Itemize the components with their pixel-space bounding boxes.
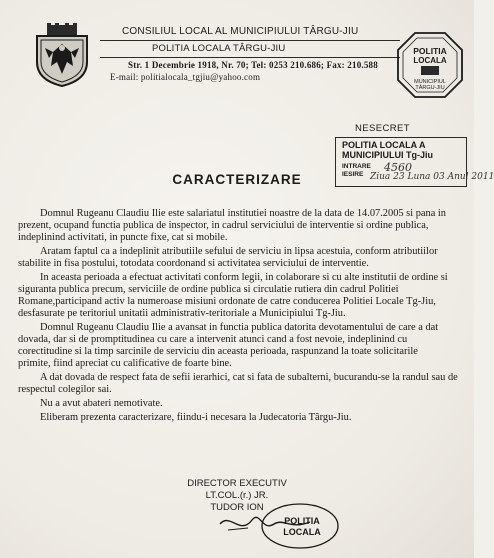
- body-line: prezent, ocupand functia publica de inspector, in cadrul serviciului de interventie si ordine publica,: [18, 220, 429, 231]
- registry-line2: MUNICIPIULUI Tg-Jiu: [342, 150, 433, 160]
- body-line: siguranta publica precum, serviciile de ordine publica si circulatie rutiera din cadrul Politiei: [18, 284, 399, 295]
- body-line: respectul colegilor sai.: [18, 384, 112, 395]
- stamp-top-line1: POLITIA: [413, 46, 447, 56]
- registry-number-handwritten: 4560: [384, 161, 412, 174]
- body-line: Nu a avut abateri nemotivate.: [40, 398, 163, 409]
- classification-label: NESECRET: [355, 123, 410, 134]
- body-line: Domnul Rugeanu Claudiu Ilie a avansat in functia publica datorita devotamentului de care a dat: [40, 322, 439, 333]
- signature-and-stamp: [200, 502, 350, 550]
- body-line: Aratam faptul ca a indeplinit atributiile sefului de serviciu in lipsa acestuia, conform atributiilor: [40, 246, 438, 257]
- registry-line1: POLITIA LOCALA A: [342, 140, 426, 150]
- body-line: corectitudine si la timp sarcinile de serviciu din aceasta perioada, raspunzand la toate solicitarile: [18, 346, 418, 357]
- police-stamp-top: [395, 30, 465, 100]
- body-line: primite, fiind apreciat cu calificative de foarte bine.: [18, 358, 232, 369]
- body-line: desfasurate pe teritoriul unitatii administrativ-teritoriale a Municipiului Tg-Jiu.: [18, 308, 346, 319]
- stamp-top-line3: MUNICIPIUL: [414, 79, 446, 85]
- bottom-stamp-line1: POLITIA: [284, 516, 320, 526]
- body-line: stabilite in fisa postului, totodata coordonand si activitatea serviciului de interventie.: [18, 258, 369, 269]
- registry-intrare-label: INTRARE: [342, 163, 371, 170]
- body-line: In aceasta perioada a efectuat activitati conform legii, in colaborare si cu alte institutii de ordine si: [40, 272, 448, 283]
- document-title: CARACTERIZARE: [172, 172, 302, 187]
- registry-iesire-label: IESIRE: [342, 171, 364, 178]
- body-line: Romane,participand activ la numeroase misiuni ordonate de catre conducerea Politiei Locale Tg-Jiu,: [18, 296, 436, 307]
- body-line: A dat dovada de respect fata de sefii ierarhici, cat si fata de subalterni, bucurandu-se la randul sau de: [40, 372, 458, 383]
- contact-address: Str. 1 Decembrie 1918, Nr. 70; Tel: 0253 210.686; Fax: 210.588: [128, 60, 378, 70]
- stamp-top-line2: LOCALA: [413, 56, 447, 65]
- police-department-name: POLITIA LOCALA TÂRGU-JIU: [152, 43, 286, 54]
- header-rule-top: [100, 40, 400, 41]
- coat-of-arms-logo: [33, 22, 91, 88]
- contact-email: E-mail: politialocala_tgjiu@yahoo.com: [110, 72, 261, 82]
- header-rule-bottom: [100, 57, 400, 58]
- institution-name: CONSILIUL LOCAL AL MUNICIPIULUI TÂRGU-JIU: [122, 26, 359, 37]
- signatory-rank: LT.COL.(r.) JR.: [205, 490, 269, 501]
- body-line: dovada, dar si de promptitudinea cu care a intervenit atunci cand a fost nevoie, indeplinind cu: [18, 334, 408, 345]
- stamp-top-line4: TÂRGU-JIU: [415, 85, 445, 91]
- body-line: Eliberam prezenta caracterizare, fiindu-i necesara la Judecatoria Târgu-Jiu.: [40, 412, 352, 423]
- signatory-name: TUDOR ION: [210, 502, 264, 513]
- body-line: indeplinind activitati, in puncte fixe, cat si mobile.: [18, 232, 228, 243]
- registry-date-handwritten: Ziua 23 Luna 03 Anul 2011: [370, 172, 494, 182]
- bottom-stamp-line2: LOCALA: [283, 527, 321, 537]
- body-line: Domnul Rugeanu Claudiu Ilie este salariatul institutiei noastre de la data de 14.07.2005 si pana in: [40, 208, 447, 219]
- signatory-role: DIRECTOR EXECUTIV: [187, 478, 287, 489]
